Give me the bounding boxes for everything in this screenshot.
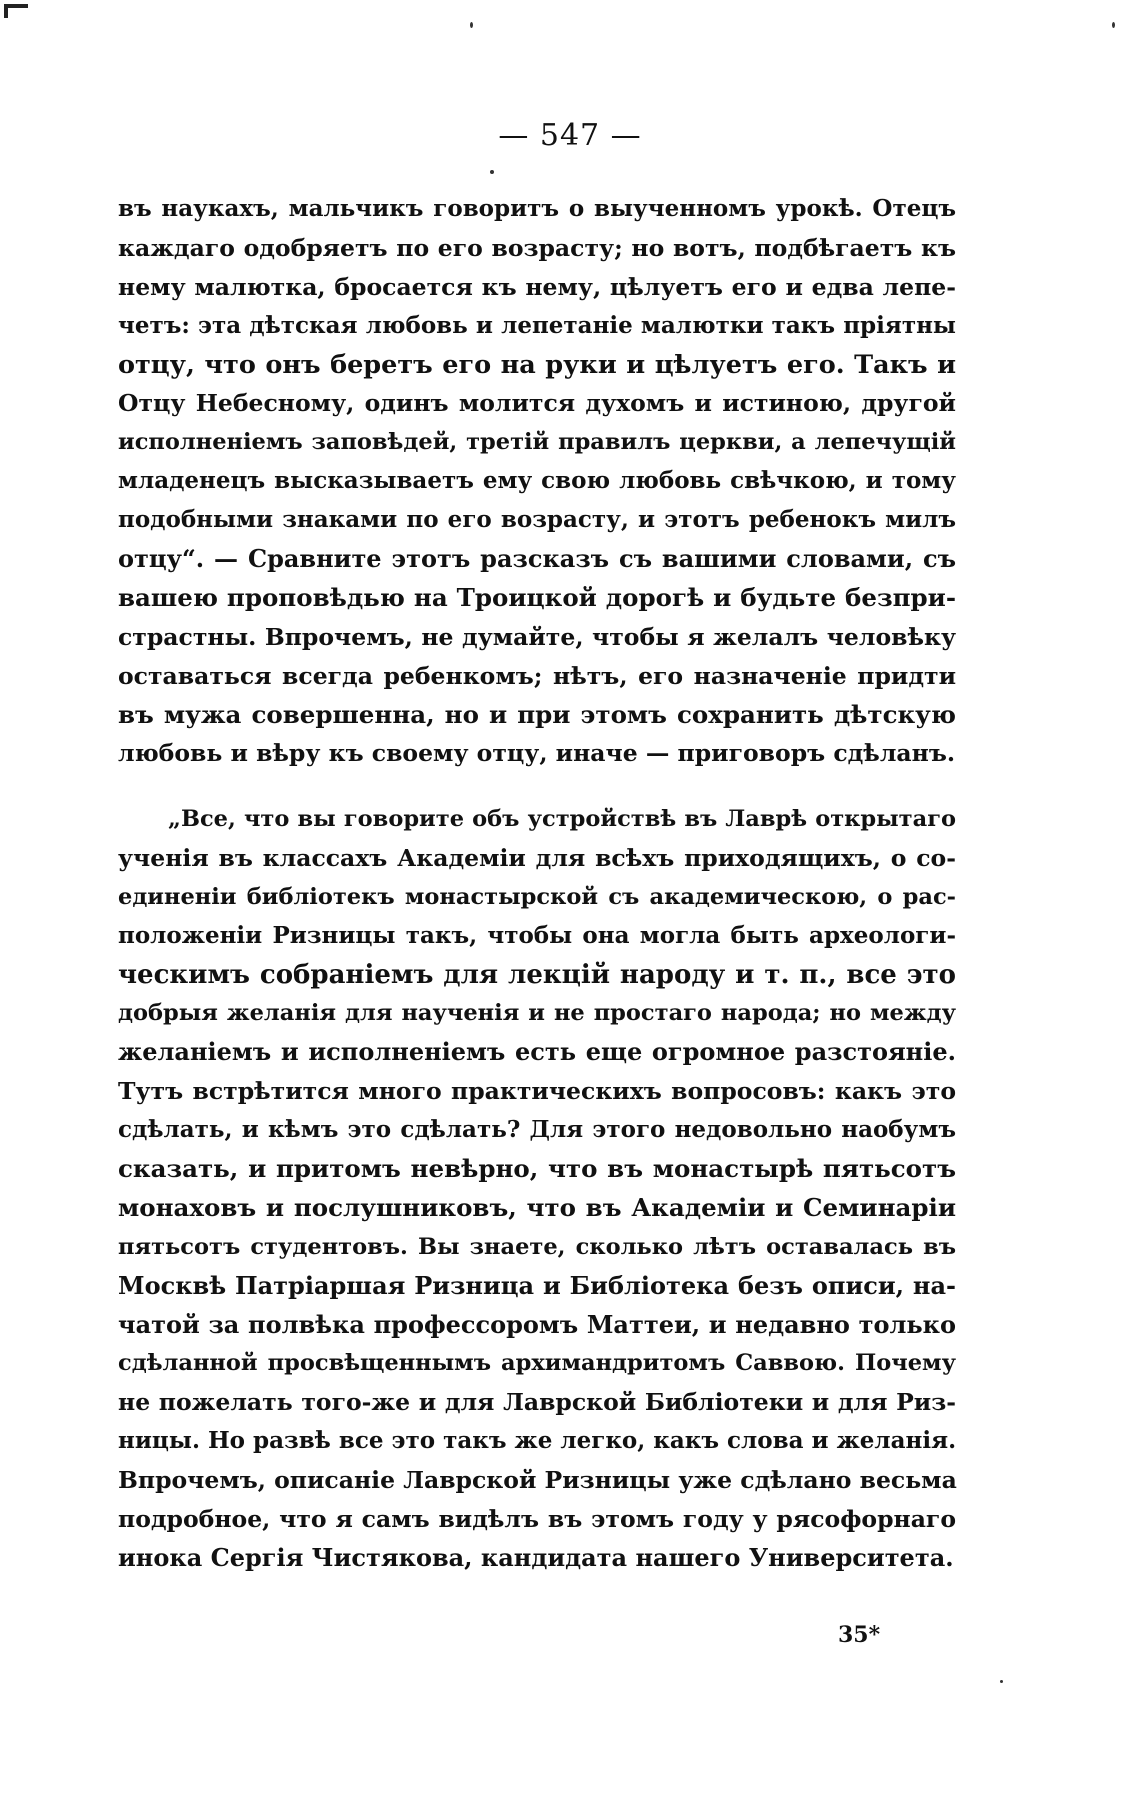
text-line: добрыя желанія для наученія и не простаго народа; но между bbox=[118, 1000, 956, 1027]
text-line: желаніемъ и исполненіемъ есть еще огромное разстояніе. bbox=[118, 1037, 956, 1067]
text-line: отцу“. — Сравните этотъ разсказъ съ вашими словами, съ bbox=[118, 544, 956, 574]
text-line: оставаться всегда ребенкомъ; нѣтъ, его назначеніе придти bbox=[118, 661, 956, 690]
text-line: въ мужа совершенна, но и при этомъ сохранить дѣтскую bbox=[118, 699, 956, 729]
text-line: каждаго одобряетъ по его возрасту; но вотъ, подбѣгаетъ къ bbox=[118, 233, 956, 262]
scan-corner-mark bbox=[4, 4, 28, 18]
text-line: подобными знаками по его возрасту, и этотъ ребенокъ милъ bbox=[118, 506, 956, 534]
text-line: отцу, что онъ беретъ его на руки и цѣлуетъ его. Такъ и bbox=[118, 349, 956, 380]
text-line: Тутъ встрѣтится много практическихъ вопросовъ: какъ это bbox=[118, 1077, 956, 1106]
text-line: пятьсотъ студентовъ. Вы знаете, сколько лѣтъ оставалась въ bbox=[118, 1233, 956, 1260]
scan-speck bbox=[470, 22, 473, 28]
text-line: сдѣлать, и кѣмъ это сдѣлать? Для этого недовольно наобумъ bbox=[118, 1116, 956, 1144]
text-line: страстны. Впрочемъ, не думайте, чтобы я желалъ человѣку bbox=[118, 622, 956, 651]
paragraph-1 bbox=[118, 190, 956, 773]
text-line: сказать, и притомъ невѣрно, что въ монастырѣ пятьсотъ bbox=[118, 1154, 956, 1184]
text-line: чатой за полвѣка профессоромъ Маттеи, и недавно только bbox=[118, 1309, 956, 1339]
text-line: вашею проповѣдью на Троицкой дорогѣ и будьте безпри- bbox=[118, 582, 956, 612]
page-number: — 547 — bbox=[498, 118, 642, 153]
text-line: Отцу Небесному, одинъ молится духомъ и истиною, другой bbox=[118, 389, 956, 418]
paragraph-2 bbox=[118, 800, 956, 1578]
scan-speck bbox=[1000, 1680, 1003, 1683]
text-line: любовь и вѣру къ своему отцу, иначе — приговоръ сдѣланъ. bbox=[118, 739, 956, 768]
text-line: ческимъ собраніемъ для лекцій народу и т. п., все это bbox=[118, 959, 956, 990]
printer-signature-mark: 35* bbox=[838, 1622, 881, 1648]
text-line: „Все, что вы говорите объ устройствѣ въ Лаврѣ открытаго bbox=[168, 806, 956, 832]
text-line: подробное, что я самъ видѣлъ въ этомъ году у рясофорнаго bbox=[118, 1505, 956, 1534]
text-line: не пожелать того-же и для Лаврской Библіотеки и для Риз- bbox=[118, 1388, 956, 1417]
text-line: Москвѣ Патріаршая Ризница и Библіотека безъ описи, на- bbox=[118, 1270, 956, 1300]
scan-speck bbox=[490, 170, 494, 174]
text-line: нему малютка, бросается къ нему, цѣлуетъ его и едва лепе- bbox=[118, 272, 956, 301]
text-line: положеніи Ризницы такъ, чтобы она могла быть археологи- bbox=[118, 921, 956, 949]
text-line: единеніи библіотекъ монастырской съ академическою, о рас- bbox=[118, 883, 956, 910]
text-line: Впрочемъ, описаніе Лаврской Ризницы уже сдѣлано весьма bbox=[118, 1466, 957, 1495]
text-line: сдѣланной просвѣщеннымъ архимандритомъ Саввою. Почему bbox=[118, 1350, 956, 1377]
scan-speck bbox=[1112, 22, 1115, 28]
text-line: четъ: эта дѣтская любовь и лепетаніе малютки такъ пріятны bbox=[118, 311, 956, 339]
text-line: монаховъ и послушниковъ, что въ Академіи и Семинаріи bbox=[118, 1192, 956, 1222]
text-line: инока Сергія Чистякова, кандидата нашего Университета. bbox=[118, 1542, 954, 1572]
text-line: въ наукахъ, мальчикъ говоритъ о выученномъ урокѣ. Отецъ bbox=[118, 195, 956, 222]
text-line: младенецъ высказываетъ ему свою любовь свѣчкою, и тому bbox=[118, 467, 956, 495]
text-line: исполненіемъ заповѣдей, третій правилъ церкви, а лепечущій bbox=[118, 429, 956, 456]
text-line: ученія въ классахъ Академіи для всѣхъ приходящихъ, о со- bbox=[118, 843, 956, 872]
text-line: ницы. Но развѣ все это такъ же легко, какъ слова и желанія. bbox=[118, 1427, 957, 1455]
